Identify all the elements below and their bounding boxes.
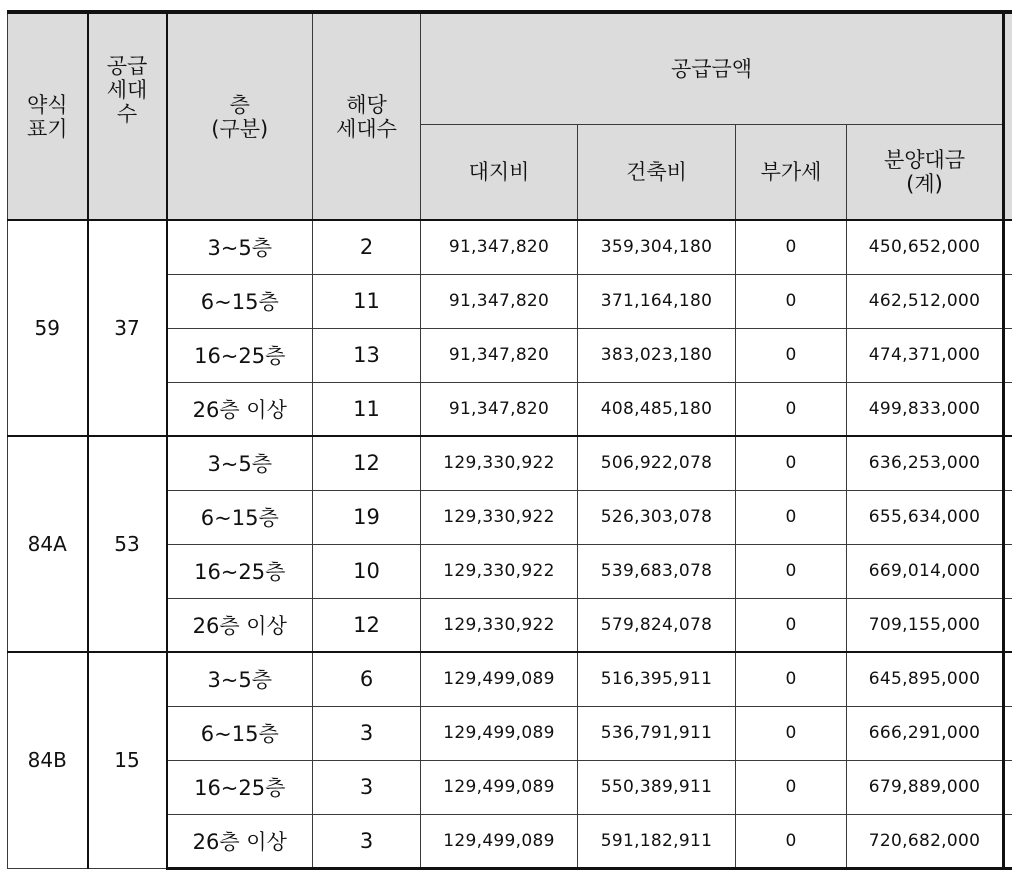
supply-units-cell: 15: [88, 652, 167, 868]
units-cell: 13: [313, 328, 421, 382]
land-cost-cell: 129,330,922: [421, 598, 578, 652]
header-building-cost: 건축비: [578, 124, 736, 220]
header-price-group: 공급금액: [421, 12, 1004, 124]
building-cost-cell: 359,304,180: [578, 220, 736, 274]
edge-cell: [1004, 544, 1012, 598]
header-supply-units: 공급 세대 수: [88, 12, 167, 220]
total-price-cell: 645,895,000: [847, 652, 1004, 706]
units-cell: 11: [313, 274, 421, 328]
building-cost-cell: 536,791,911: [578, 706, 736, 760]
header-floor: 층 (구분): [167, 12, 313, 220]
building-cost-cell: 371,164,180: [578, 274, 736, 328]
edge-cell: [1004, 328, 1012, 382]
vat-cell: 0: [736, 490, 847, 544]
header-total: 분양대금 (계): [847, 124, 1004, 220]
units-cell: 12: [313, 436, 421, 490]
floor-cell: 26층 이상: [167, 382, 313, 436]
edge-cell: [1004, 760, 1012, 814]
building-cost-cell: 579,824,078: [578, 598, 736, 652]
floor-cell: 26층 이상: [167, 598, 313, 652]
land-cost-cell: 91,347,820: [421, 220, 578, 274]
total-price-cell: 679,889,000: [847, 760, 1004, 814]
edge-cell: [1004, 652, 1012, 706]
building-cost-cell: 550,389,911: [578, 760, 736, 814]
land-cost-cell: 129,330,922: [421, 544, 578, 598]
price-table-container: [7, 10, 1012, 872]
units-cell: 3: [313, 814, 421, 868]
floor-cell: 16~25층: [167, 328, 313, 382]
total-price-cell: 636,253,000: [847, 436, 1004, 490]
total-price-cell: 499,833,000: [847, 382, 1004, 436]
floor-cell: 3~5층: [167, 436, 313, 490]
edge-cell: [1004, 220, 1012, 274]
units-cell: 2: [313, 220, 421, 274]
vat-cell: 0: [736, 220, 847, 274]
units-cell: 6: [313, 652, 421, 706]
header-type: 약식 표기: [8, 12, 88, 220]
table-body: [8, 220, 1012, 868]
vat-cell: 0: [736, 652, 847, 706]
floor-cell: 6~15층: [167, 490, 313, 544]
total-price-cell: 666,291,000: [847, 706, 1004, 760]
land-cost-cell: 91,347,820: [421, 328, 578, 382]
supply-price-table: [7, 10, 1012, 870]
vat-cell: 0: [736, 760, 847, 814]
total-price-cell: 462,512,000: [847, 274, 1004, 328]
land-cost-cell: 129,499,089: [421, 652, 578, 706]
edge-cell: [1004, 814, 1012, 868]
type-cell: 84B: [8, 652, 88, 868]
edge-cell: [1004, 274, 1012, 328]
floor-cell: 6~15층: [167, 274, 313, 328]
land-cost-cell: 129,330,922: [421, 436, 578, 490]
building-cost-cell: 516,395,911: [578, 652, 736, 706]
units-cell: 3: [313, 706, 421, 760]
building-cost-cell: 408,485,180: [578, 382, 736, 436]
building-cost-cell: 526,303,078: [578, 490, 736, 544]
land-cost-cell: 91,347,820: [421, 382, 578, 436]
header-units: 해당 세대수: [313, 12, 421, 220]
total-price-cell: 720,682,000: [847, 814, 1004, 868]
building-cost-cell: 383,023,180: [578, 328, 736, 382]
units-cell: 19: [313, 490, 421, 544]
land-cost-cell: 91,347,820: [421, 274, 578, 328]
total-price-cell: 669,014,000: [847, 544, 1004, 598]
units-cell: 3: [313, 760, 421, 814]
floor-cell: 26층 이상: [167, 814, 313, 868]
edge-cell: [1004, 490, 1012, 544]
units-cell: 11: [313, 382, 421, 436]
floor-cell: 16~25층: [167, 544, 313, 598]
edge-cell: [1004, 382, 1012, 436]
header-land-cost: 대지비: [421, 124, 578, 220]
supply-units-cell: 53: [88, 436, 167, 652]
total-price-cell: 450,652,000: [847, 220, 1004, 274]
header-edge-cell: [1004, 12, 1012, 220]
table-row: [8, 436, 1012, 490]
total-price-cell: 474,371,000: [847, 328, 1004, 382]
land-cost-cell: 129,499,089: [421, 814, 578, 868]
vat-cell: 0: [736, 436, 847, 490]
edge-cell: [1004, 706, 1012, 760]
floor-cell: 6~15층: [167, 706, 313, 760]
building-cost-cell: 506,922,078: [578, 436, 736, 490]
units-cell: 10: [313, 544, 421, 598]
vat-cell: 0: [736, 382, 847, 436]
building-cost-cell: 591,182,911: [578, 814, 736, 868]
floor-cell: 3~5층: [167, 220, 313, 274]
header-vat: 부가세: [736, 124, 847, 220]
vat-cell: 0: [736, 328, 847, 382]
total-price-cell: 709,155,000: [847, 598, 1004, 652]
vat-cell: 0: [736, 598, 847, 652]
land-cost-cell: 129,499,089: [421, 706, 578, 760]
building-cost-cell: 539,683,078: [578, 544, 736, 598]
type-cell: 84A: [8, 436, 88, 652]
vat-cell: 0: [736, 544, 847, 598]
type-cell: 59: [8, 220, 88, 436]
vat-cell: 0: [736, 706, 847, 760]
table-row: [8, 220, 1012, 274]
land-cost-cell: 129,499,089: [421, 760, 578, 814]
units-cell: 12: [313, 598, 421, 652]
vat-cell: 0: [736, 274, 847, 328]
total-price-cell: 655,634,000: [847, 490, 1004, 544]
edge-cell: [1004, 436, 1012, 490]
edge-cell: [1004, 598, 1012, 652]
table-row: [8, 652, 1012, 706]
supply-units-cell: 37: [88, 220, 167, 436]
floor-cell: 16~25층: [167, 760, 313, 814]
vat-cell: 0: [736, 814, 847, 868]
floor-cell: 3~5층: [167, 652, 313, 706]
land-cost-cell: 129,330,922: [421, 490, 578, 544]
